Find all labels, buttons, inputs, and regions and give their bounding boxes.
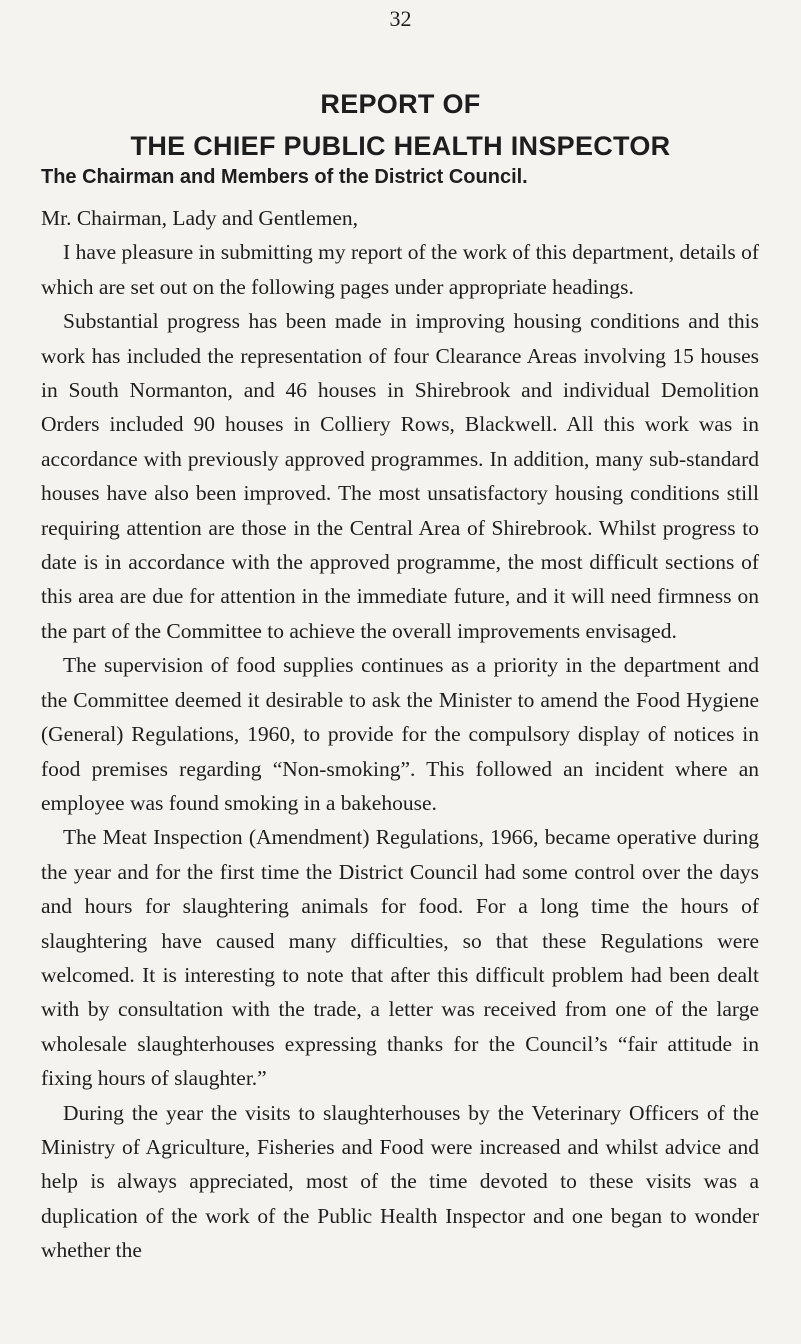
addressee-heading: The Chairman and Members of the District Council. (41, 166, 528, 188)
report-body (41, 201, 759, 1268)
paragraph-introduction: I have pleasure in submitting my report of the work of this department, details of which are set out on the following pages under appropriate headings. (41, 240, 759, 299)
paragraph-meat-inspection: The Meat Inspection (Amendment) Regulations, 1966, became operative during the year and for the first time the District Council had some control over the days and hours for slaughtering animals for food. For a long time the hours of slaughtering have caused many difficulties, so that these Regulations were welcomed. It is interesting to note that after this difficult problem had been dealt with by consultation with the trade, a letter was received from one of the large wholesale slaughterhouses expressing thanks for the Council’s “fair attitude in fixing hours of slaughter.” (41, 825, 759, 1091)
greeting: Mr. Chairman, Lady and Gentlemen, (41, 206, 359, 230)
paragraph-food-supervision: The supervision of food supplies continues as a priority in the department and the Committee deemed it desirable to ask the Minister to amend the Food Hygiene (General) Regulations, 1960, to provide for the compulsory display of notices in food premises regarding “Non-smoking”. This followed an incident where an employee was found smoking in a bakehouse. (41, 653, 759, 815)
paragraph-veterinary-visits: During the year the visits to slaughterhouses by the Veterinary Officers of the Ministry of Agriculture, Fisheries and Food were increased and whilst advice and help is always appreciated, most of the time devoted to these visits was a duplication of the work of the Public Health Inspector and one began to wonder whether the (41, 1100, 759, 1263)
report-title-line-1: REPORT OF (320, 89, 481, 119)
page-number: 32 (389, 6, 412, 31)
paragraph-housing: Substantial progress has been made in improving housing conditions and this work has included the representation of four Clearance Areas involving 15 houses in South Normanton, and 46 houses in Shirebrook and individual Demolition Orders included 90 houses in Colliery Rows, Blackwell. All this work was in accordance with previously approved programmes. In addition, many sub-standard houses have also been improved. The most unsatisfactory housing conditions still requiring attention are those in the Central Area of Shirebrook. Whilst progress to date is in accordance with the approved programme, the most difficult sections of this area are due for attention in the immediate future, and it will need firmness on the part of the Committee to achieve the overall improvements envisaged. (41, 309, 759, 643)
report-title (0, 86, 801, 164)
report-title-line-2: THE CHIEF PUBLIC HEALTH INSPECTOR (130, 131, 671, 161)
